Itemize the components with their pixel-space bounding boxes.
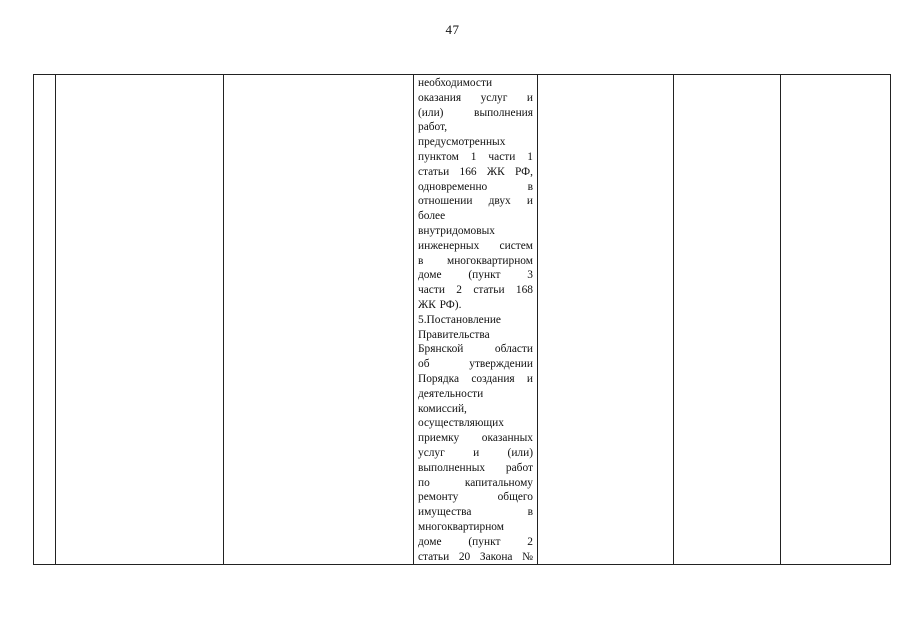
text-line: необходимости: [418, 77, 493, 89]
text-line: Порядка создания и: [418, 372, 533, 385]
text-line: ремонту общего: [418, 491, 533, 504]
text-line: об утверждении: [418, 358, 533, 371]
text-line: многоквартирном: [418, 520, 504, 533]
page-number: 47: [445, 22, 460, 37]
text-line: оказания услуг и: [418, 91, 533, 104]
text-line: доме (пункт 3: [418, 269, 533, 282]
text-line: пунктом 1 части 1: [418, 150, 533, 163]
table-cell-col-3: [224, 75, 414, 565]
table-cell-col-1: [34, 75, 56, 565]
text-line: осуществляющих: [418, 417, 504, 430]
table-cell-col-5: [538, 75, 674, 565]
text-line: в многоквартирном: [418, 254, 533, 267]
text-line: внутридомовых: [418, 224, 495, 237]
text-line: доме (пункт 2: [418, 535, 533, 548]
table-cell-col-7: [781, 75, 891, 565]
legal-basis-text: [418, 76, 533, 564]
text-line: деятельности: [418, 387, 484, 400]
table-cell-col-2: [56, 75, 224, 565]
text-line: комиссий,: [418, 402, 467, 415]
table-cell-col-6: [674, 75, 781, 565]
text-line: Брянской области: [418, 343, 533, 356]
text-line: одновременно в: [418, 180, 533, 193]
table-cell-col-4: [414, 75, 538, 565]
text-line: Правительства: [418, 328, 490, 341]
text-line: имущества в: [418, 506, 533, 519]
text-line: статьи 20 Закона №: [418, 550, 533, 563]
text-line: предусмотренных: [418, 136, 506, 149]
text-line: 5.Постановление: [418, 313, 501, 326]
text-line: статьи 166 ЖК РФ,: [418, 165, 533, 178]
table-row: [34, 75, 891, 565]
text-line: (или) выполнения: [418, 106, 533, 119]
text-line: части 2 статьи 168: [418, 284, 533, 297]
text-line: инженерных систем: [418, 239, 533, 252]
text-line: отношении двух и: [418, 195, 533, 208]
text-line: более: [418, 210, 446, 223]
text-line: выполненных работ: [418, 461, 533, 474]
text-line: по капитальному: [418, 476, 533, 489]
text-line: приемку оказанных: [418, 432, 533, 445]
text-line: ЖК РФ).: [418, 298, 462, 311]
text-line: услуг и (или): [418, 446, 533, 459]
document-table: [33, 74, 891, 565]
text-line: работ,: [418, 121, 448, 134]
